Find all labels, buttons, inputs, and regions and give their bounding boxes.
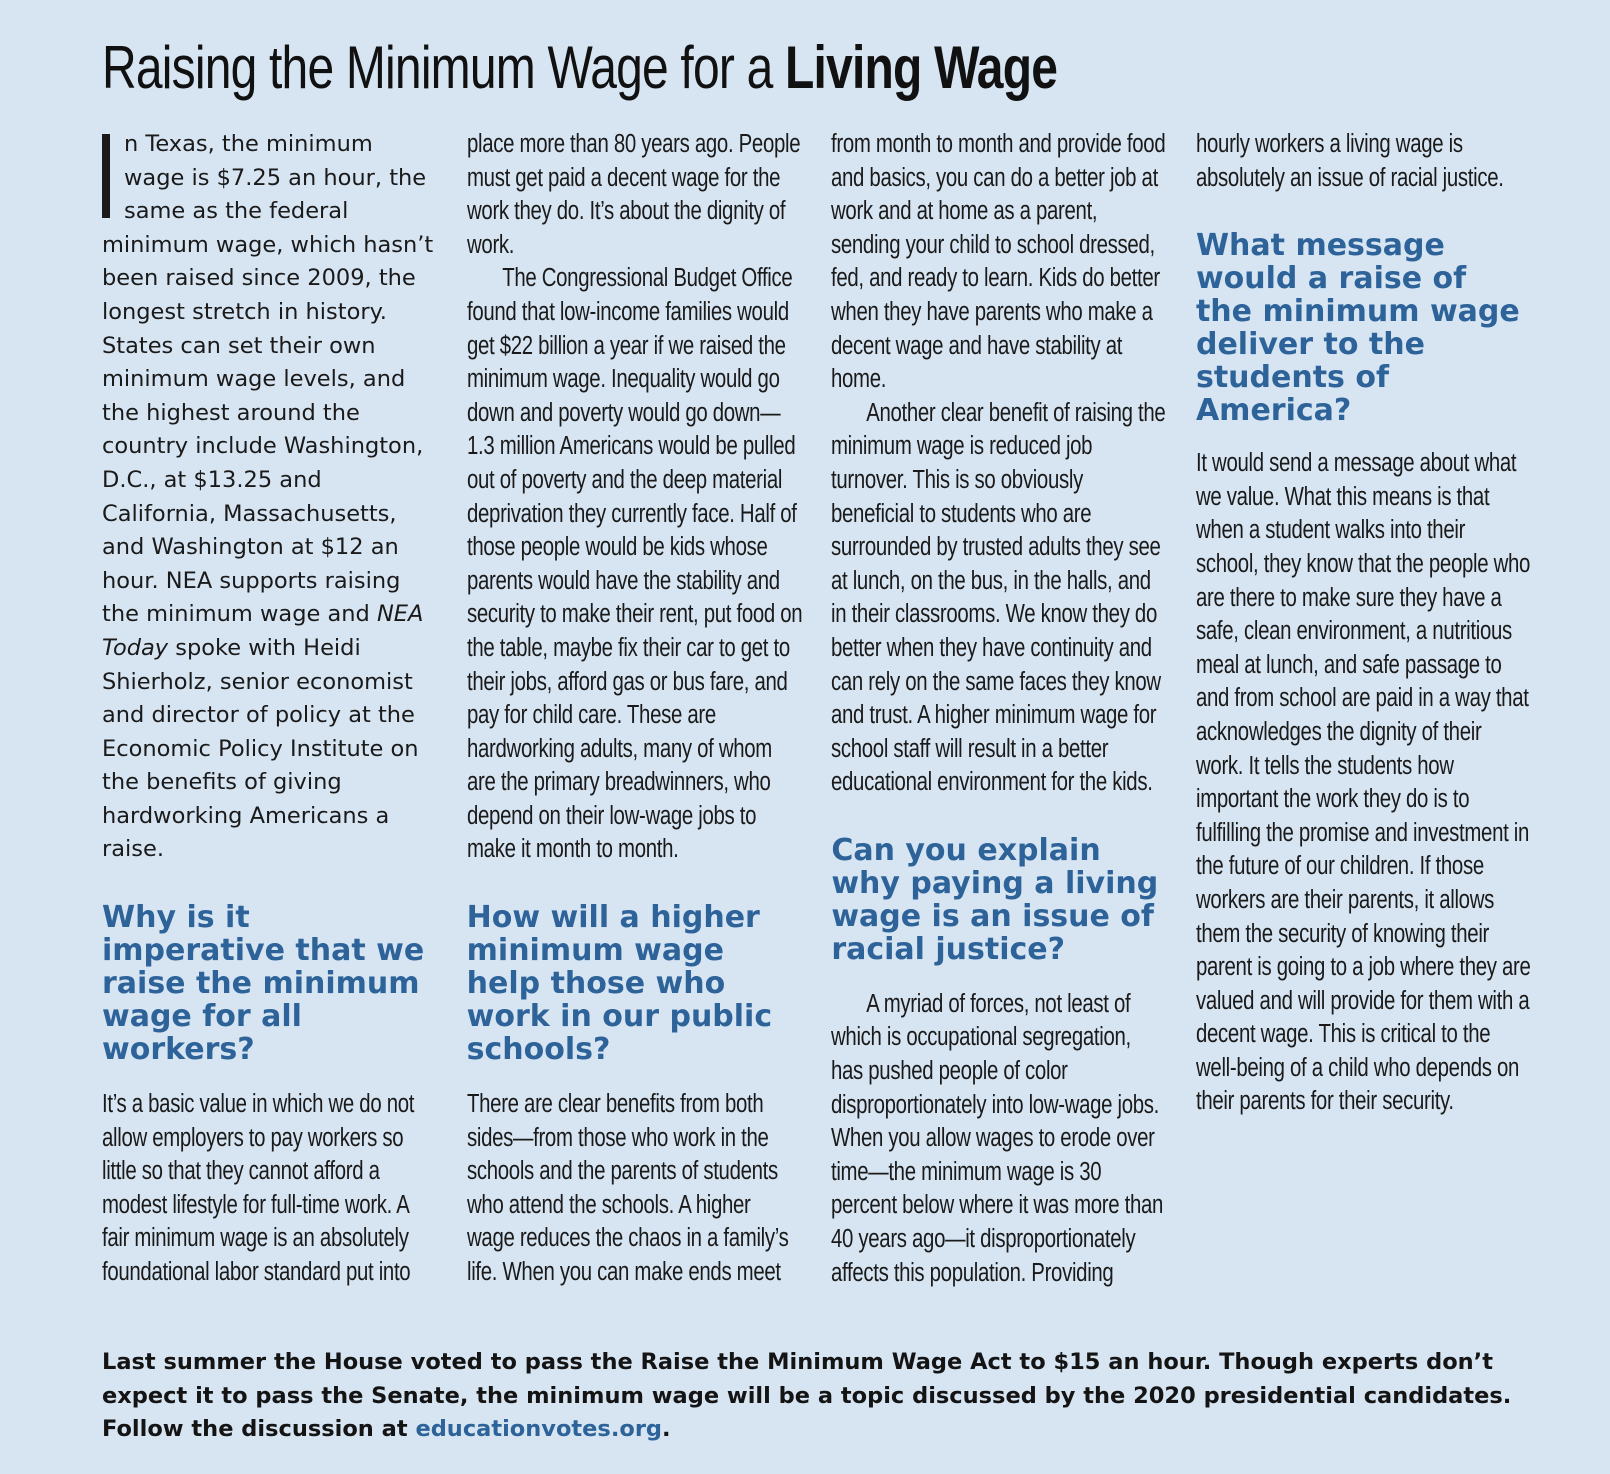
answer-2-continued xyxy=(831,128,1167,800)
answer-2-paragraph-1-continued: from month to month and provide food and basics, you can do a better job at work and at home as a parent, sending your child to school dressed, fed, and ready to learn. Kids do better when they have parents who make a decent wage and have stability at home. xyxy=(831,130,1166,394)
title-light: Raising the Minimum Wage for a xyxy=(102,34,786,101)
footer-text: Last summer the House voted to pass the Raise the Minimum Wage Act to $15 an hour. Though experts don’t expect it to pass the Senate, the minimum wage will be a topic discussed by the 2020 presidential candidates. Follow the discussion at xyxy=(102,1349,1512,1442)
answer-3-paragraph-continued: hourly workers a living wage is absolutely an issue of racial justice. xyxy=(1195,130,1504,192)
answer-2-wrap xyxy=(467,1088,803,1290)
column-3 xyxy=(831,128,1167,1328)
answer-2-paragraph-1: There are clear benefits from both sides—from those who work in the schools and the parents of students who attend the schools. A higher wage reduces the chaos in a family’s life. When you can make ends meet xyxy=(466,1090,789,1287)
title-bold: Living Wage xyxy=(785,34,1058,101)
question-3-heading: Can you explain why paying a living wage is an issue of racial justice? xyxy=(831,832,1159,967)
answer-1-continued xyxy=(467,128,803,867)
education-votes-link[interactable]: educationvotes.org xyxy=(415,1416,663,1442)
drop-cap xyxy=(102,134,110,218)
article-page xyxy=(102,0,1532,1474)
column-1 xyxy=(102,128,438,1328)
column-4 xyxy=(1196,128,1532,1328)
intro-text: n Texas, the minimum wage is $7.25 an hour, the same as the federal minimum wage, which hasn’t been raised since 2009, the longest stretch in history. States can set their own minimum wage levels, and the highest around the country include Washington, D.C., at $13.25 and California, Massachusetts, and Washington at $12 an hour. NEA supports raising the minimum wage and xyxy=(102,131,434,628)
answer-4-paragraph: It would send a message about what we value. What this means is that when a student walks into their school, they know that the people who are there to make sure they have a safe, clean environment, a nutritious meal at lunch, and safe passage to and from school are paid in a way that acknowledges the dignity of their work. It tells the students how important the work they do is to fulfilling the promise and investment in the future of our children. If those workers are their parents, it allows them the security of knowing their parent is going to a job where they are valued and will provide for them with a decent wage. This is critical to the well-being of a child who depends on their parents for their security. xyxy=(1195,449,1531,1116)
question-1-heading: Why is it imperative that we raise the minimum wage for all workers? xyxy=(102,900,425,1068)
answer-3-paragraph: A myriad of forces, not least of which is occupational segregation, has pushed people of color disproportionately into low-wage jobs. When you allow wages to erode over time—the minimum wage is 30 percent below where it was more than 40 years ago—it disproportionately affects this population. Providing xyxy=(831,989,1164,1287)
answer-2-paragraph-2: Another clear benefit of raising the minimum wage is reduced job turnover. This is so obviously beneficial to students who are surrounded by trusted adults they see at lunch, on the bus, in the halls, and in their classrooms. We know they do better when they have continuity and can rely on the same faces they know and trust. A higher minimum wage for school staff will result in a better educational environment for the kids. xyxy=(831,398,1166,797)
footer-note xyxy=(102,1346,1532,1447)
intro-paragraph xyxy=(102,128,438,867)
publication-name: NEA Today xyxy=(102,601,424,661)
answer-1-paragraph-2: The Congressional Budget Office found that low-income families would get $22 billion a year if we raised the minimum wage. Inequality would go down and poverty would go down—1.3 million Americans would be pulled out of poverty and the deep material deprivation they currently face. Half of those people would be kids whose parents would have the stability and security to make their rent, put food on the table, maybe fix their car to get to their jobs, afford gas or bus fare, and pay for child care. These are hardworking adults, many of whom are the primary breadwinners, who depend on their low-wage jobs to make it month to month. xyxy=(466,264,802,864)
answer-1-wrap xyxy=(102,1088,438,1290)
footer-end: . xyxy=(662,1416,671,1442)
question-4-heading: What message would a raise of the minimum wage deliver to the students of America? xyxy=(1195,228,1520,429)
column-2 xyxy=(467,128,803,1328)
answer-3-wrap xyxy=(831,988,1167,1290)
answer-1-paragraph-1: It’s a basic value in which we do not allow employers to pay workers so little so that they cannot afford a modest lifestyle for full-time work. A fair minimum wage is an absolutely foundational labor standard put into xyxy=(102,1090,415,1287)
answer-4-wrap xyxy=(1196,447,1532,1119)
answer-3-continued xyxy=(1196,128,1532,195)
question-2-heading: How will a higher minimum wage help those who work in our public schools? xyxy=(466,900,773,1068)
intro-text-end: spoke with Heidi Shierholz, senior economist and director of policy at the Economic Policy Institute on the benefits of giving hardworking Americans a raise. xyxy=(102,634,419,863)
article-columns xyxy=(102,128,1532,1328)
article-title xyxy=(102,28,1057,108)
answer-1-paragraph-1-continued: place more than 80 years ago. People must get paid a decent wage for the work they do. It’s about the dignity of work. xyxy=(466,130,800,259)
